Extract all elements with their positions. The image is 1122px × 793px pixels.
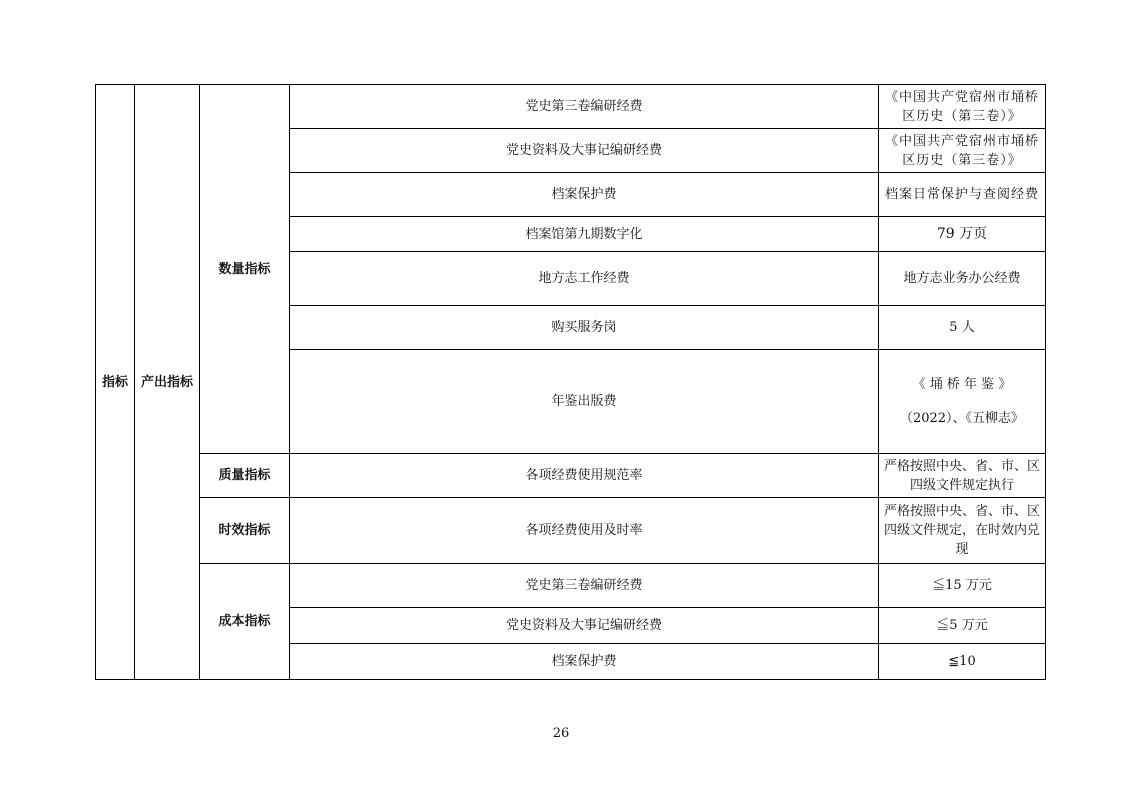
value-cell <box>879 350 1046 454</box>
level1-indicator-cell: 指标 <box>96 85 135 680</box>
value-cell: ≦5 万元 <box>879 608 1046 644</box>
timeliness-indicator-cell: 时效指标 <box>200 498 290 564</box>
item-cell: 各项经费使用及时率 <box>290 498 879 564</box>
value-cell: 严格按照中央、省、市、区四级文件规定，在时效内兑现 <box>879 498 1046 564</box>
value-cell: 5 人 <box>879 306 1046 350</box>
item-cell: 党史资料及大事记编研经费 <box>290 129 879 173</box>
value-cell: 《中国共产党宿州市埇桥区历史（第三卷）》 <box>879 129 1046 173</box>
value-cell: ≦10 <box>879 644 1046 680</box>
value-line: 《 埇 桥 年 鉴 》 <box>912 376 1012 392</box>
quality-indicator-cell: 质量指标 <box>200 454 290 498</box>
value-cell: 地方志业务办公经费 <box>879 252 1046 306</box>
item-cell: 党史第三卷编研经费 <box>290 564 879 608</box>
value-line: （2022）、《五柳志》 <box>899 410 1025 426</box>
value-cell: 严格按照中央、省、市、区四级文件规定执行 <box>879 454 1046 498</box>
cost-indicator-cell: 成本指标 <box>200 564 290 680</box>
value-cell: 79 万页 <box>879 217 1046 252</box>
item-cell: 各项经费使用规范率 <box>290 454 879 498</box>
item-cell: 档案保护费 <box>290 644 879 680</box>
value-cell: ≦15 万元 <box>879 564 1046 608</box>
item-cell: 年鉴出版费 <box>290 350 879 454</box>
item-cell: 党史第三卷编研经费 <box>290 85 879 129</box>
page-number: 26 <box>552 726 570 741</box>
quantity-indicator-cell: 数量指标 <box>200 85 290 454</box>
value-cell: 档案日常保护与查阅经费 <box>879 173 1046 217</box>
item-cell: 购买服务岗 <box>290 306 879 350</box>
item-cell: 档案馆第九期数字化 <box>290 217 879 252</box>
indicator-table <box>95 84 1046 680</box>
item-cell: 地方志工作经费 <box>290 252 879 306</box>
item-cell: 党史资料及大事记编研经费 <box>290 608 879 644</box>
level2-indicator-cell: 产出指标 <box>135 85 200 680</box>
value-cell: 《中国共产党宿州市埇桥区历史（第三卷）》 <box>879 85 1046 129</box>
item-cell: 档案保护费 <box>290 173 879 217</box>
